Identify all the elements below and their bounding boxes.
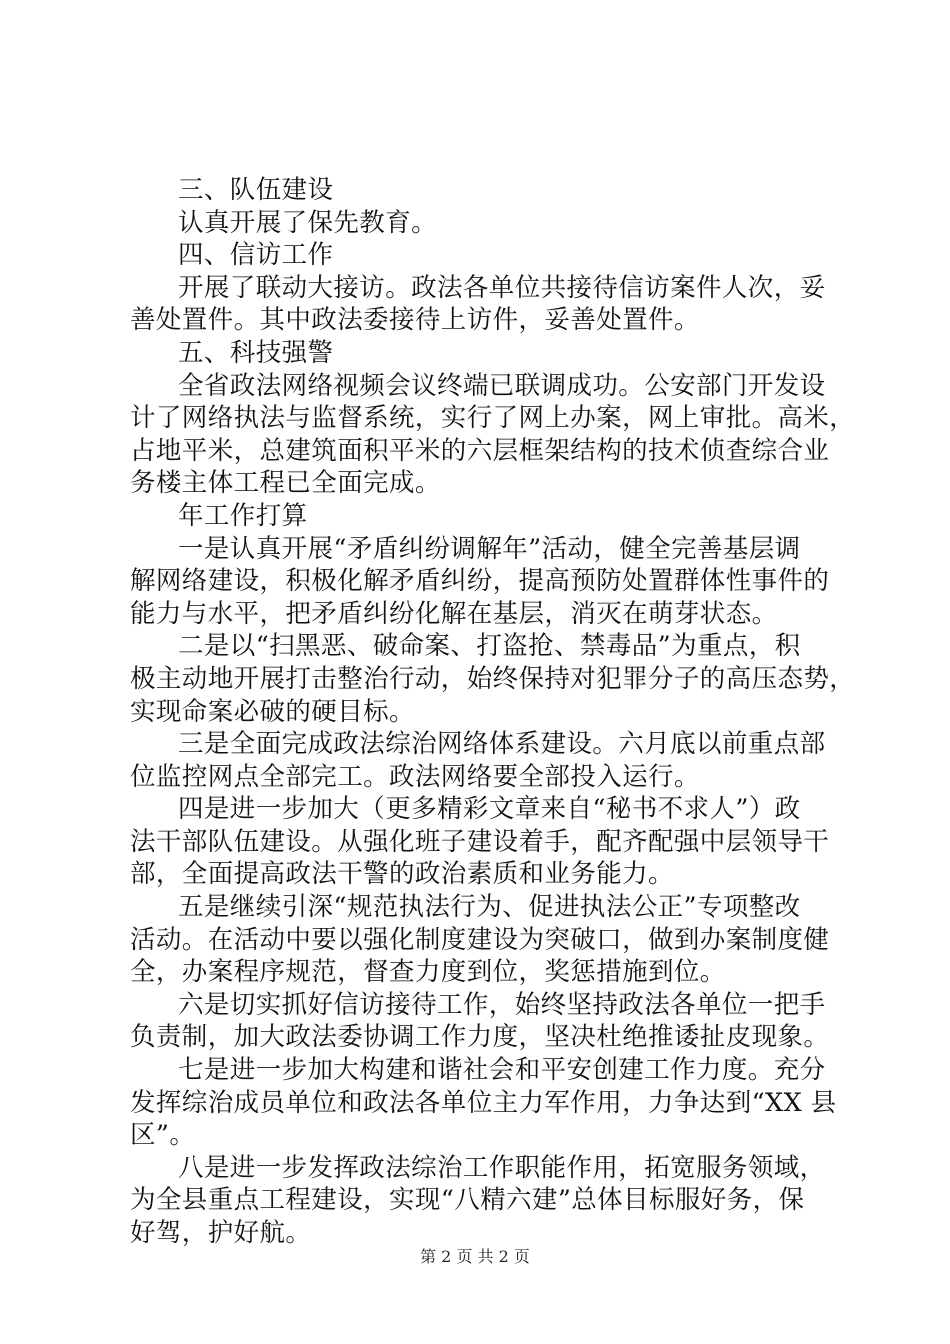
text-line: 认真开展了保先教育。	[178, 207, 438, 238]
text-line: 年工作打算	[178, 500, 308, 531]
text-line: 解网络建设，积极化解矛盾纠纷，提高预防处置群体性事件的	[130, 566, 830, 597]
text-line: 二是以“扫黑恶、破命案、打盗抢、禁毒品”为重点，积	[178, 631, 801, 662]
text-line: 六是切实抓好信访接待工作，始终坚持政法各单位一把手	[178, 989, 826, 1020]
text-line: 负责制，加大政法委协调工作力度，坚决杜绝推诿扯皮现象。	[130, 1022, 830, 1053]
text-line: 部，全面提高政法干警的政治素质和业务能力。	[130, 859, 674, 890]
document-body	[130, 174, 856, 1250]
text-line: 善处置件。其中政法委接待上访件，妥善处置件。	[130, 305, 700, 336]
text-line: 全省政法网络视频会议终端已联调成功。公安部门开发设	[178, 370, 826, 401]
text-line: 能力与水平，把矛盾纠纷化解在基层，消灭在萌芽状态。	[130, 598, 778, 629]
text-line: 全，办案程序规范，督查力度到位，奖惩措施到位。	[130, 957, 726, 988]
text-line: 发挥综治成员单位和政法各单位主力军作用，力争达到“XX 县	[130, 1087, 837, 1118]
text-line: 三、队伍建设	[178, 175, 334, 205]
text-line: 七是进一步加大构建和谐社会和平安创建工作力度。充分	[178, 1055, 826, 1086]
text-line: 四是进一步加大（更多精彩文章来自“秘书不求人”）政	[178, 794, 801, 825]
page-footer	[0, 1244, 950, 1267]
text-line: 开展了联动大接访。政法各单位共接待信访案件人次，妥	[178, 272, 826, 303]
text-line: 三是全面完成政法综治网络体系建设。六月底以前重点部	[178, 729, 826, 760]
text-line: 计了网络执法与监督系统，实行了网上办案，网上审批。高米，	[130, 403, 856, 434]
text-line: 位监控网点全部完工。政法网络要全部投入运行。	[130, 761, 700, 792]
text-line: 四、信访工作	[178, 240, 334, 271]
text-line: 八是进一步发挥政法综治工作职能作用，拓宽服务领域，	[178, 1152, 826, 1183]
text-line: 活动。在活动中要以强化制度建设为突破口，做到办案制度健	[130, 924, 830, 955]
page-number-label: 第 2 页 共 2 页	[420, 1247, 530, 1266]
text-line: 占地平米，总建筑面积平米的六层框架结构的技术侦查综合业	[130, 435, 830, 466]
text-line: 极主动地开展打击整治行动，始终保持对犯罪分子的高压态势，	[130, 663, 856, 694]
text-line: 实现命案必破的硬目标。	[130, 696, 415, 727]
text-line: 好驾，护好航。	[130, 1218, 312, 1248]
text-line: 一是认真开展“矛盾纠纷调解年”活动，健全完善基层调	[178, 533, 801, 564]
text-line: 五、科技强警	[178, 337, 334, 368]
text-line: 五是继续引深“规范执法行为、促进执法公正”专项整改	[178, 892, 801, 923]
text-line: 法干部队伍建设。从强化班子建设着手，配齐配强中层领导干	[130, 826, 830, 857]
text-line: 务楼主体工程已全面完成。	[130, 468, 441, 499]
text-line: 区”。	[130, 1120, 196, 1151]
text-line: 为全县重点工程建设，实现“八精六建”总体目标服好务，保	[130, 1185, 805, 1216]
